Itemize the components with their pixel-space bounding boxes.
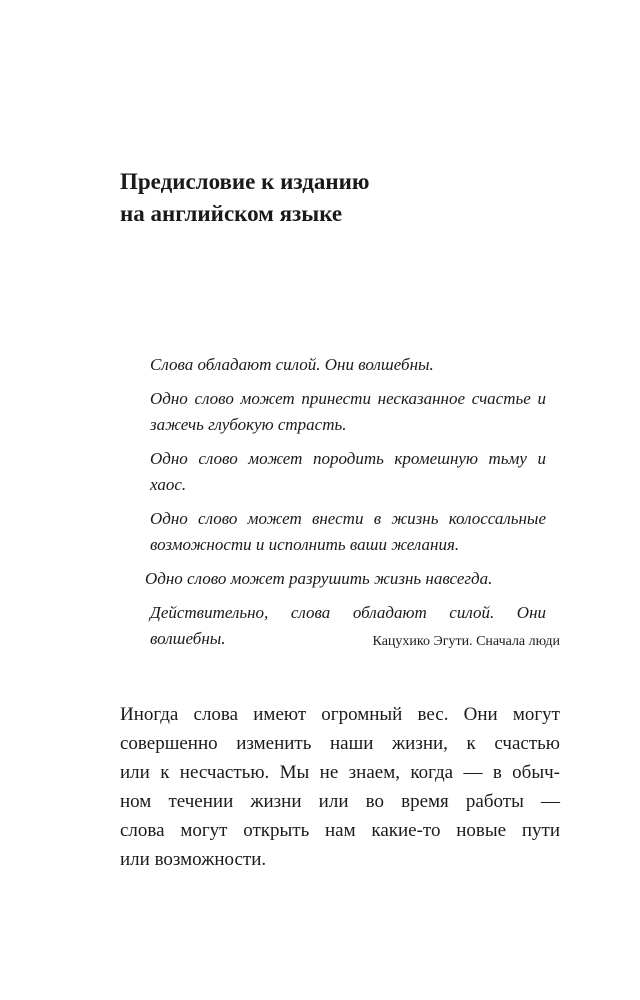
epigraph-paragraph: Одно слово может внести в жизнь колоссальные возможности и исполнить ваши желания. [150,509,546,554]
body-line: или возможности. [120,849,267,870]
body-paragraph [120,700,560,874]
body-line: слова могут открыть нам какие-то новые пути [120,820,560,841]
epigraph-paragraph: Действительно, слова обладают силой. Они волшебны. [150,603,546,648]
epigraph-paragraph: Слова обладают силой. Они волшебны. [150,355,434,374]
epigraph-paragraph: Одно слово может разрушить жизнь навсегда. [145,569,493,588]
chapter-title-line-2: на английском языке [120,201,343,226]
epigraph [145,352,546,658]
chapter-title-line-1: Предисловие к изданию [120,169,370,194]
body-line: Иногда слова имеют огромный вес. Они могут [120,704,560,725]
body-line: ном течении жизни или во время работы — [120,791,560,812]
epigraph-attribution: Кацухико Эгути. Сначала люди [372,634,560,649]
epigraph-paragraph: Одно слово может принести несказанное счастье и зажечь глубокую страсть. [150,389,546,434]
body-line: или к несчастью. Мы не знаем, когда — в обыч- [120,762,560,783]
chapter-title [120,166,540,230]
body-line: совершенно изменить наши жизни, к счастью [120,733,560,754]
epigraph-paragraph: Одно слово может породить кромешную тьму и хаос. [150,449,546,494]
